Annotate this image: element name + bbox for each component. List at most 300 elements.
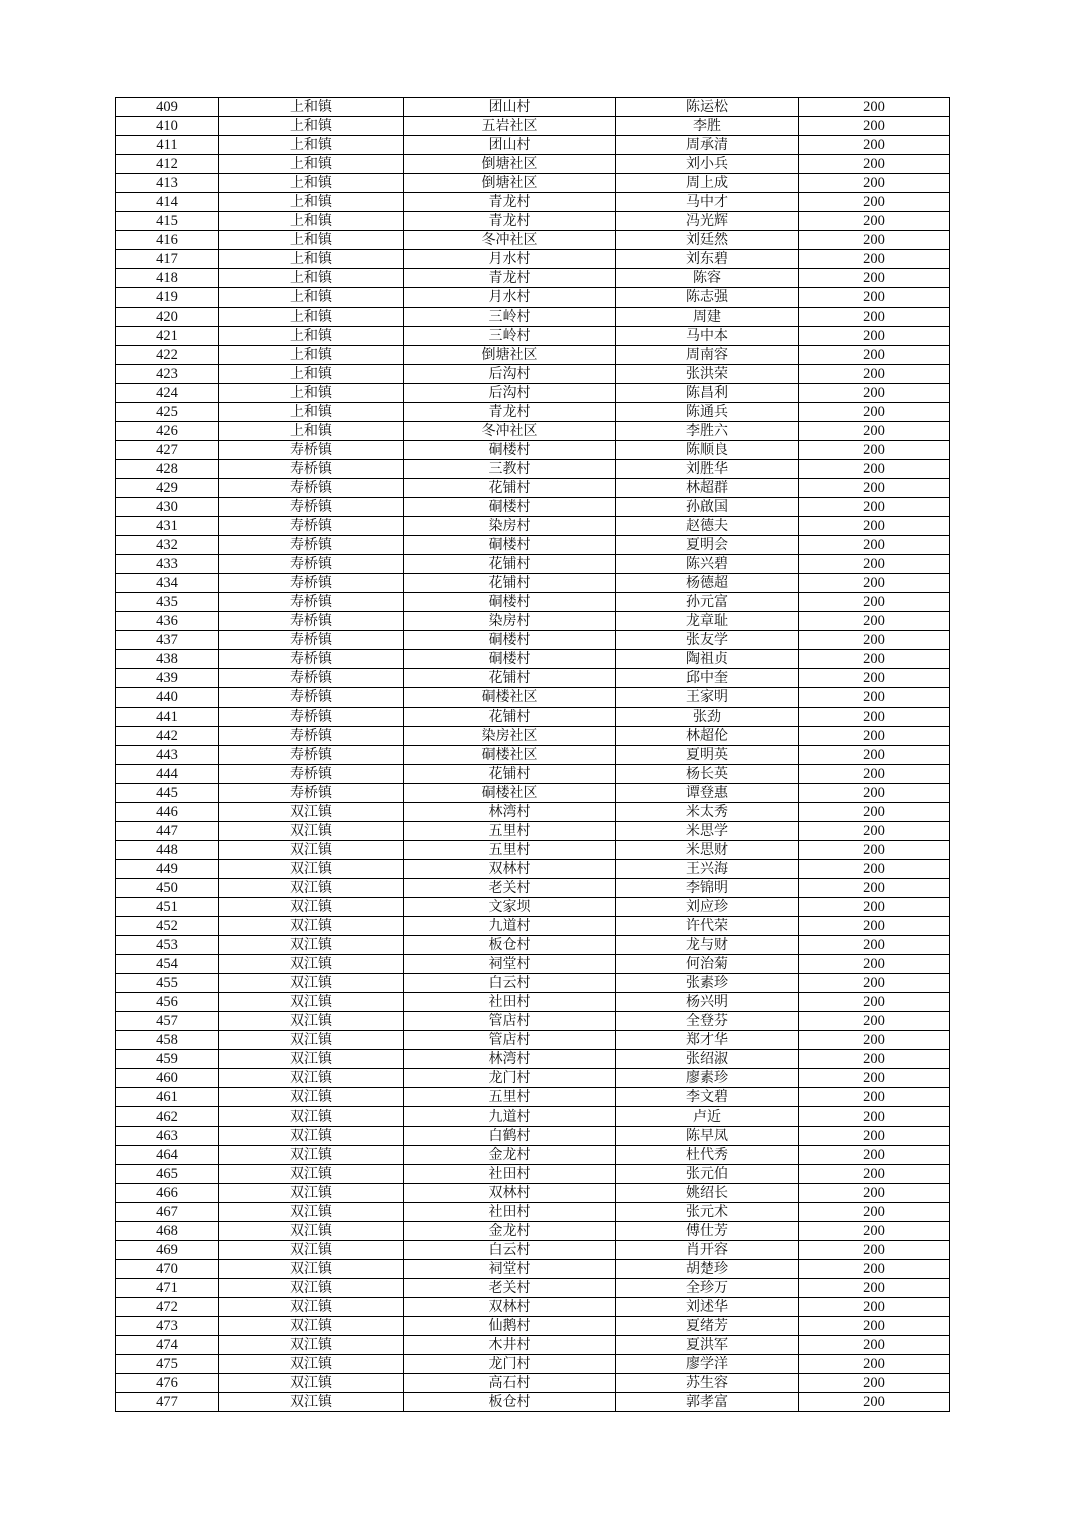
village-cell: 硐楼村 — [404, 631, 616, 650]
amount-cell: 200 — [799, 536, 950, 555]
person-name-cell: 李胜六 — [616, 421, 799, 440]
town-cell: 双江镇 — [219, 1107, 404, 1126]
amount-cell: 200 — [799, 783, 950, 802]
amount-cell: 200 — [799, 1183, 950, 1202]
village-cell: 团山村 — [404, 136, 616, 155]
amount-cell: 200 — [799, 269, 950, 288]
person-name-cell: 全登芬 — [616, 1012, 799, 1031]
serial-number-cell: 477 — [116, 1393, 219, 1412]
table-row — [116, 1107, 950, 1126]
person-name-cell: 何治菊 — [616, 955, 799, 974]
village-cell: 龙门村 — [404, 1069, 616, 1088]
town-cell: 寿桥镇 — [219, 745, 404, 764]
serial-number-cell: 443 — [116, 745, 219, 764]
amount-cell: 200 — [799, 440, 950, 459]
amount-cell: 200 — [799, 345, 950, 364]
serial-number-cell: 461 — [116, 1088, 219, 1107]
town-cell: 上和镇 — [219, 402, 404, 421]
serial-number-cell: 411 — [116, 136, 219, 155]
town-cell: 双江镇 — [219, 917, 404, 936]
town-cell: 双江镇 — [219, 859, 404, 878]
table-row — [116, 1259, 950, 1278]
amount-cell: 200 — [799, 859, 950, 878]
amount-cell: 200 — [799, 1259, 950, 1278]
serial-number-cell: 415 — [116, 212, 219, 231]
roster-body — [116, 98, 950, 1412]
village-cell: 金龙村 — [404, 1221, 616, 1240]
village-cell: 冬冲社区 — [404, 231, 616, 250]
serial-number-cell: 450 — [116, 878, 219, 897]
town-cell: 上和镇 — [219, 307, 404, 326]
serial-number-cell: 467 — [116, 1202, 219, 1221]
village-cell: 仙鹅村 — [404, 1317, 616, 1336]
amount-cell: 200 — [799, 1278, 950, 1297]
village-cell: 金龙村 — [404, 1145, 616, 1164]
amount-cell: 200 — [799, 707, 950, 726]
town-cell: 寿桥镇 — [219, 650, 404, 669]
town-cell: 双江镇 — [219, 936, 404, 955]
amount-cell: 200 — [799, 878, 950, 897]
serial-number-cell: 419 — [116, 288, 219, 307]
amount-cell: 200 — [799, 421, 950, 440]
table-row — [116, 1069, 950, 1088]
town-cell: 双江镇 — [219, 1145, 404, 1164]
amount-cell: 200 — [799, 1012, 950, 1031]
serial-number-cell: 452 — [116, 917, 219, 936]
serial-number-cell: 457 — [116, 1012, 219, 1031]
village-cell: 木井村 — [404, 1336, 616, 1355]
serial-number-cell: 464 — [116, 1145, 219, 1164]
person-name-cell: 米太秀 — [616, 802, 799, 821]
amount-cell: 200 — [799, 174, 950, 193]
village-cell: 硐楼村 — [404, 536, 616, 555]
village-cell: 青龙村 — [404, 269, 616, 288]
serial-number-cell: 432 — [116, 536, 219, 555]
table-row — [116, 1183, 950, 1202]
person-name-cell: 龙章耻 — [616, 612, 799, 631]
village-cell: 管店村 — [404, 1031, 616, 1050]
town-cell: 上和镇 — [219, 193, 404, 212]
table-row — [116, 936, 950, 955]
table-row — [116, 1278, 950, 1297]
town-cell: 寿桥镇 — [219, 555, 404, 574]
table-row — [116, 993, 950, 1012]
village-cell: 白云村 — [404, 974, 616, 993]
table-row — [116, 1012, 950, 1031]
amount-cell: 200 — [799, 364, 950, 383]
person-name-cell: 李文碧 — [616, 1088, 799, 1107]
village-cell: 染房社区 — [404, 726, 616, 745]
serial-number-cell: 460 — [116, 1069, 219, 1088]
amount-cell: 200 — [799, 1393, 950, 1412]
serial-number-cell: 441 — [116, 707, 219, 726]
town-cell: 双江镇 — [219, 1088, 404, 1107]
serial-number-cell: 413 — [116, 174, 219, 193]
table-row — [116, 764, 950, 783]
village-cell: 管店村 — [404, 1012, 616, 1031]
table-row — [116, 859, 950, 878]
town-cell: 双江镇 — [219, 1240, 404, 1259]
serial-number-cell: 414 — [116, 193, 219, 212]
serial-number-cell: 454 — [116, 955, 219, 974]
table-row — [116, 1355, 950, 1374]
table-row — [116, 612, 950, 631]
serial-number-cell: 465 — [116, 1164, 219, 1183]
person-name-cell: 杨兴明 — [616, 993, 799, 1012]
person-name-cell: 陈顺良 — [616, 440, 799, 459]
table-row — [116, 802, 950, 821]
serial-number-cell: 442 — [116, 726, 219, 745]
serial-number-cell: 428 — [116, 459, 219, 478]
person-name-cell: 陶祖贞 — [616, 650, 799, 669]
person-name-cell: 周南容 — [616, 345, 799, 364]
person-name-cell: 李锦明 — [616, 878, 799, 897]
table-row — [116, 536, 950, 555]
town-cell: 寿桥镇 — [219, 497, 404, 516]
town-cell: 双江镇 — [219, 1050, 404, 1069]
table-row — [116, 840, 950, 859]
person-name-cell: 米思财 — [616, 840, 799, 859]
town-cell: 双江镇 — [219, 974, 404, 993]
serial-number-cell: 453 — [116, 936, 219, 955]
town-cell: 寿桥镇 — [219, 478, 404, 497]
amount-cell: 200 — [799, 593, 950, 612]
table-row — [116, 1297, 950, 1316]
serial-number-cell: 421 — [116, 326, 219, 345]
village-cell: 五里村 — [404, 1088, 616, 1107]
amount-cell: 200 — [799, 993, 950, 1012]
person-name-cell: 全珍万 — [616, 1278, 799, 1297]
town-cell: 寿桥镇 — [219, 593, 404, 612]
serial-number-cell: 423 — [116, 364, 219, 383]
serial-number-cell: 445 — [116, 783, 219, 802]
village-cell: 九道村 — [404, 1107, 616, 1126]
village-cell: 花铺村 — [404, 555, 616, 574]
amount-cell: 200 — [799, 459, 950, 478]
person-name-cell: 张洪荣 — [616, 364, 799, 383]
amount-cell: 200 — [799, 288, 950, 307]
village-cell: 倒塘社区 — [404, 155, 616, 174]
town-cell: 双江镇 — [219, 1183, 404, 1202]
table-row — [116, 1088, 950, 1107]
serial-number-cell: 475 — [116, 1355, 219, 1374]
person-name-cell: 米思学 — [616, 821, 799, 840]
serial-number-cell: 472 — [116, 1297, 219, 1316]
amount-cell: 200 — [799, 326, 950, 345]
table-row — [116, 269, 950, 288]
amount-cell: 200 — [799, 669, 950, 688]
person-name-cell: 张元伯 — [616, 1164, 799, 1183]
table-row — [116, 574, 950, 593]
amount-cell: 200 — [799, 1069, 950, 1088]
table-row — [116, 136, 950, 155]
table-row — [116, 897, 950, 916]
village-cell: 花铺村 — [404, 707, 616, 726]
serial-number-cell: 446 — [116, 802, 219, 821]
amount-cell: 200 — [799, 555, 950, 574]
village-cell: 高石村 — [404, 1374, 616, 1393]
town-cell: 上和镇 — [219, 136, 404, 155]
town-cell: 上和镇 — [219, 174, 404, 193]
serial-number-cell: 418 — [116, 269, 219, 288]
person-name-cell: 郭孝富 — [616, 1393, 799, 1412]
village-cell: 月水村 — [404, 250, 616, 269]
person-name-cell: 林超群 — [616, 478, 799, 497]
town-cell: 寿桥镇 — [219, 688, 404, 707]
amount-cell: 200 — [799, 612, 950, 631]
amount-cell: 200 — [799, 1221, 950, 1240]
table-row — [116, 193, 950, 212]
table-row — [116, 117, 950, 136]
amount-cell: 200 — [799, 1145, 950, 1164]
person-name-cell: 胡楚珍 — [616, 1259, 799, 1278]
person-name-cell: 周建 — [616, 307, 799, 326]
amount-cell: 200 — [799, 802, 950, 821]
amount-cell: 200 — [799, 231, 950, 250]
table-row — [116, 174, 950, 193]
amount-cell: 200 — [799, 517, 950, 536]
person-name-cell: 王兴海 — [616, 859, 799, 878]
serial-number-cell: 416 — [116, 231, 219, 250]
amount-cell: 200 — [799, 155, 950, 174]
table-row — [116, 250, 950, 269]
table-row — [116, 364, 950, 383]
table-row — [116, 726, 950, 745]
amount-cell: 200 — [799, 936, 950, 955]
table-row — [116, 383, 950, 402]
town-cell: 双江镇 — [219, 1031, 404, 1050]
subsidy-roster-table — [115, 97, 950, 1412]
serial-number-cell: 429 — [116, 478, 219, 497]
table-row — [116, 974, 950, 993]
serial-number-cell: 474 — [116, 1336, 219, 1355]
amount-cell: 200 — [799, 1031, 950, 1050]
person-name-cell: 龙与财 — [616, 936, 799, 955]
amount-cell: 200 — [799, 1050, 950, 1069]
village-cell: 老关村 — [404, 878, 616, 897]
table-row — [116, 517, 950, 536]
person-name-cell: 王家明 — [616, 688, 799, 707]
serial-number-cell: 471 — [116, 1278, 219, 1297]
town-cell: 双江镇 — [219, 1012, 404, 1031]
serial-number-cell: 422 — [116, 345, 219, 364]
table-row — [116, 1393, 950, 1412]
serial-number-cell: 439 — [116, 669, 219, 688]
person-name-cell: 陈容 — [616, 269, 799, 288]
amount-cell: 200 — [799, 1107, 950, 1126]
village-cell: 硐楼社区 — [404, 688, 616, 707]
village-cell: 硐楼村 — [404, 497, 616, 516]
village-cell: 三岭村 — [404, 307, 616, 326]
village-cell: 青龙村 — [404, 402, 616, 421]
town-cell: 上和镇 — [219, 117, 404, 136]
amount-cell: 200 — [799, 1317, 950, 1336]
serial-number-cell: 468 — [116, 1221, 219, 1240]
town-cell: 双江镇 — [219, 1221, 404, 1240]
amount-cell: 200 — [799, 1088, 950, 1107]
table-row — [116, 707, 950, 726]
serial-number-cell: 459 — [116, 1050, 219, 1069]
person-name-cell: 苏生容 — [616, 1374, 799, 1393]
town-cell: 双江镇 — [219, 1126, 404, 1145]
town-cell: 上和镇 — [219, 364, 404, 383]
amount-cell: 200 — [799, 117, 950, 136]
town-cell: 上和镇 — [219, 269, 404, 288]
town-cell: 双江镇 — [219, 1164, 404, 1183]
village-cell: 祠堂村 — [404, 1259, 616, 1278]
serial-number-cell: 430 — [116, 497, 219, 516]
village-cell: 三岭村 — [404, 326, 616, 345]
person-name-cell: 刘东碧 — [616, 250, 799, 269]
amount-cell: 200 — [799, 402, 950, 421]
table-row — [116, 955, 950, 974]
table-row — [116, 231, 950, 250]
serial-number-cell: 433 — [116, 555, 219, 574]
amount-cell: 200 — [799, 250, 950, 269]
person-name-cell: 傅仕芳 — [616, 1221, 799, 1240]
person-name-cell: 李胜 — [616, 117, 799, 136]
person-name-cell: 刘胜华 — [616, 459, 799, 478]
person-name-cell: 郑才华 — [616, 1031, 799, 1050]
person-name-cell: 夏绪芳 — [616, 1317, 799, 1336]
town-cell: 寿桥镇 — [219, 536, 404, 555]
person-name-cell: 孙元富 — [616, 593, 799, 612]
serial-number-cell: 410 — [116, 117, 219, 136]
amount-cell: 200 — [799, 1355, 950, 1374]
town-cell: 寿桥镇 — [219, 517, 404, 536]
village-cell: 倒塘社区 — [404, 345, 616, 364]
town-cell: 双江镇 — [219, 802, 404, 821]
town-cell: 双江镇 — [219, 1202, 404, 1221]
amount-cell: 200 — [799, 745, 950, 764]
village-cell: 林湾村 — [404, 1050, 616, 1069]
serial-number-cell: 427 — [116, 440, 219, 459]
serial-number-cell: 424 — [116, 383, 219, 402]
serial-number-cell: 447 — [116, 821, 219, 840]
amount-cell: 200 — [799, 974, 950, 993]
village-cell: 双林村 — [404, 1183, 616, 1202]
serial-number-cell: 463 — [116, 1126, 219, 1145]
table-row — [116, 1202, 950, 1221]
village-cell: 白云村 — [404, 1240, 616, 1259]
serial-number-cell: 466 — [116, 1183, 219, 1202]
town-cell: 双江镇 — [219, 1374, 404, 1393]
serial-number-cell: 412 — [116, 155, 219, 174]
table-row — [116, 421, 950, 440]
person-name-cell: 林超伦 — [616, 726, 799, 745]
amount-cell: 200 — [799, 1202, 950, 1221]
village-cell: 后沟村 — [404, 364, 616, 383]
village-cell: 月水村 — [404, 288, 616, 307]
serial-number-cell: 476 — [116, 1374, 219, 1393]
village-cell: 双林村 — [404, 1297, 616, 1316]
amount-cell: 200 — [799, 726, 950, 745]
town-cell: 双江镇 — [219, 1069, 404, 1088]
person-name-cell: 廖学洋 — [616, 1355, 799, 1374]
serial-number-cell: 470 — [116, 1259, 219, 1278]
amount-cell: 200 — [799, 383, 950, 402]
village-cell: 花铺村 — [404, 764, 616, 783]
town-cell: 上和镇 — [219, 326, 404, 345]
amount-cell: 200 — [799, 631, 950, 650]
serial-number-cell: 448 — [116, 840, 219, 859]
table-row — [116, 783, 950, 802]
table-row — [116, 650, 950, 669]
amount-cell: 200 — [799, 821, 950, 840]
town-cell: 双江镇 — [219, 1297, 404, 1316]
town-cell: 上和镇 — [219, 155, 404, 174]
person-name-cell: 刘廷然 — [616, 231, 799, 250]
serial-number-cell: 438 — [116, 650, 219, 669]
village-cell: 青龙村 — [404, 212, 616, 231]
town-cell: 双江镇 — [219, 1259, 404, 1278]
amount-cell: 200 — [799, 1297, 950, 1316]
table-row — [116, 478, 950, 497]
person-name-cell: 夏洪军 — [616, 1336, 799, 1355]
town-cell: 上和镇 — [219, 288, 404, 307]
town-cell: 寿桥镇 — [219, 574, 404, 593]
village-cell: 文家坝 — [404, 897, 616, 916]
person-name-cell: 夏明英 — [616, 745, 799, 764]
village-cell: 后沟村 — [404, 383, 616, 402]
amount-cell: 200 — [799, 1336, 950, 1355]
serial-number-cell: 462 — [116, 1107, 219, 1126]
person-name-cell: 杨长英 — [616, 764, 799, 783]
amount-cell: 200 — [799, 917, 950, 936]
village-cell: 五里村 — [404, 821, 616, 840]
serial-number-cell: 449 — [116, 859, 219, 878]
table-row — [116, 326, 950, 345]
person-name-cell: 廖素珍 — [616, 1069, 799, 1088]
person-name-cell: 陈昌利 — [616, 383, 799, 402]
village-cell: 板仓村 — [404, 936, 616, 955]
table-row — [116, 1164, 950, 1183]
town-cell: 上和镇 — [219, 212, 404, 231]
village-cell: 三教村 — [404, 459, 616, 478]
amount-cell: 200 — [799, 1164, 950, 1183]
amount-cell: 200 — [799, 212, 950, 231]
person-name-cell: 陈早凤 — [616, 1126, 799, 1145]
town-cell: 寿桥镇 — [219, 669, 404, 688]
amount-cell: 200 — [799, 478, 950, 497]
serial-number-cell: 434 — [116, 574, 219, 593]
village-cell: 硐楼村 — [404, 593, 616, 612]
village-cell: 花铺村 — [404, 478, 616, 497]
person-name-cell: 许代荣 — [616, 917, 799, 936]
table-row — [116, 307, 950, 326]
table-row — [116, 745, 950, 764]
serial-number-cell: 435 — [116, 593, 219, 612]
table-row — [116, 878, 950, 897]
village-cell: 花铺村 — [404, 574, 616, 593]
town-cell: 寿桥镇 — [219, 707, 404, 726]
person-name-cell: 杨德超 — [616, 574, 799, 593]
person-name-cell: 张绍淑 — [616, 1050, 799, 1069]
amount-cell: 200 — [799, 574, 950, 593]
person-name-cell: 张素珍 — [616, 974, 799, 993]
village-cell: 冬冲社区 — [404, 421, 616, 440]
table-row — [116, 555, 950, 574]
table-row — [116, 688, 950, 707]
amount-cell: 200 — [799, 897, 950, 916]
person-name-cell: 马中本 — [616, 326, 799, 345]
village-cell: 社田村 — [404, 1164, 616, 1183]
town-cell: 上和镇 — [219, 345, 404, 364]
person-name-cell: 夏明会 — [616, 536, 799, 555]
serial-number-cell: 451 — [116, 897, 219, 916]
table-row — [116, 98, 950, 117]
person-name-cell: 冯光辉 — [616, 212, 799, 231]
